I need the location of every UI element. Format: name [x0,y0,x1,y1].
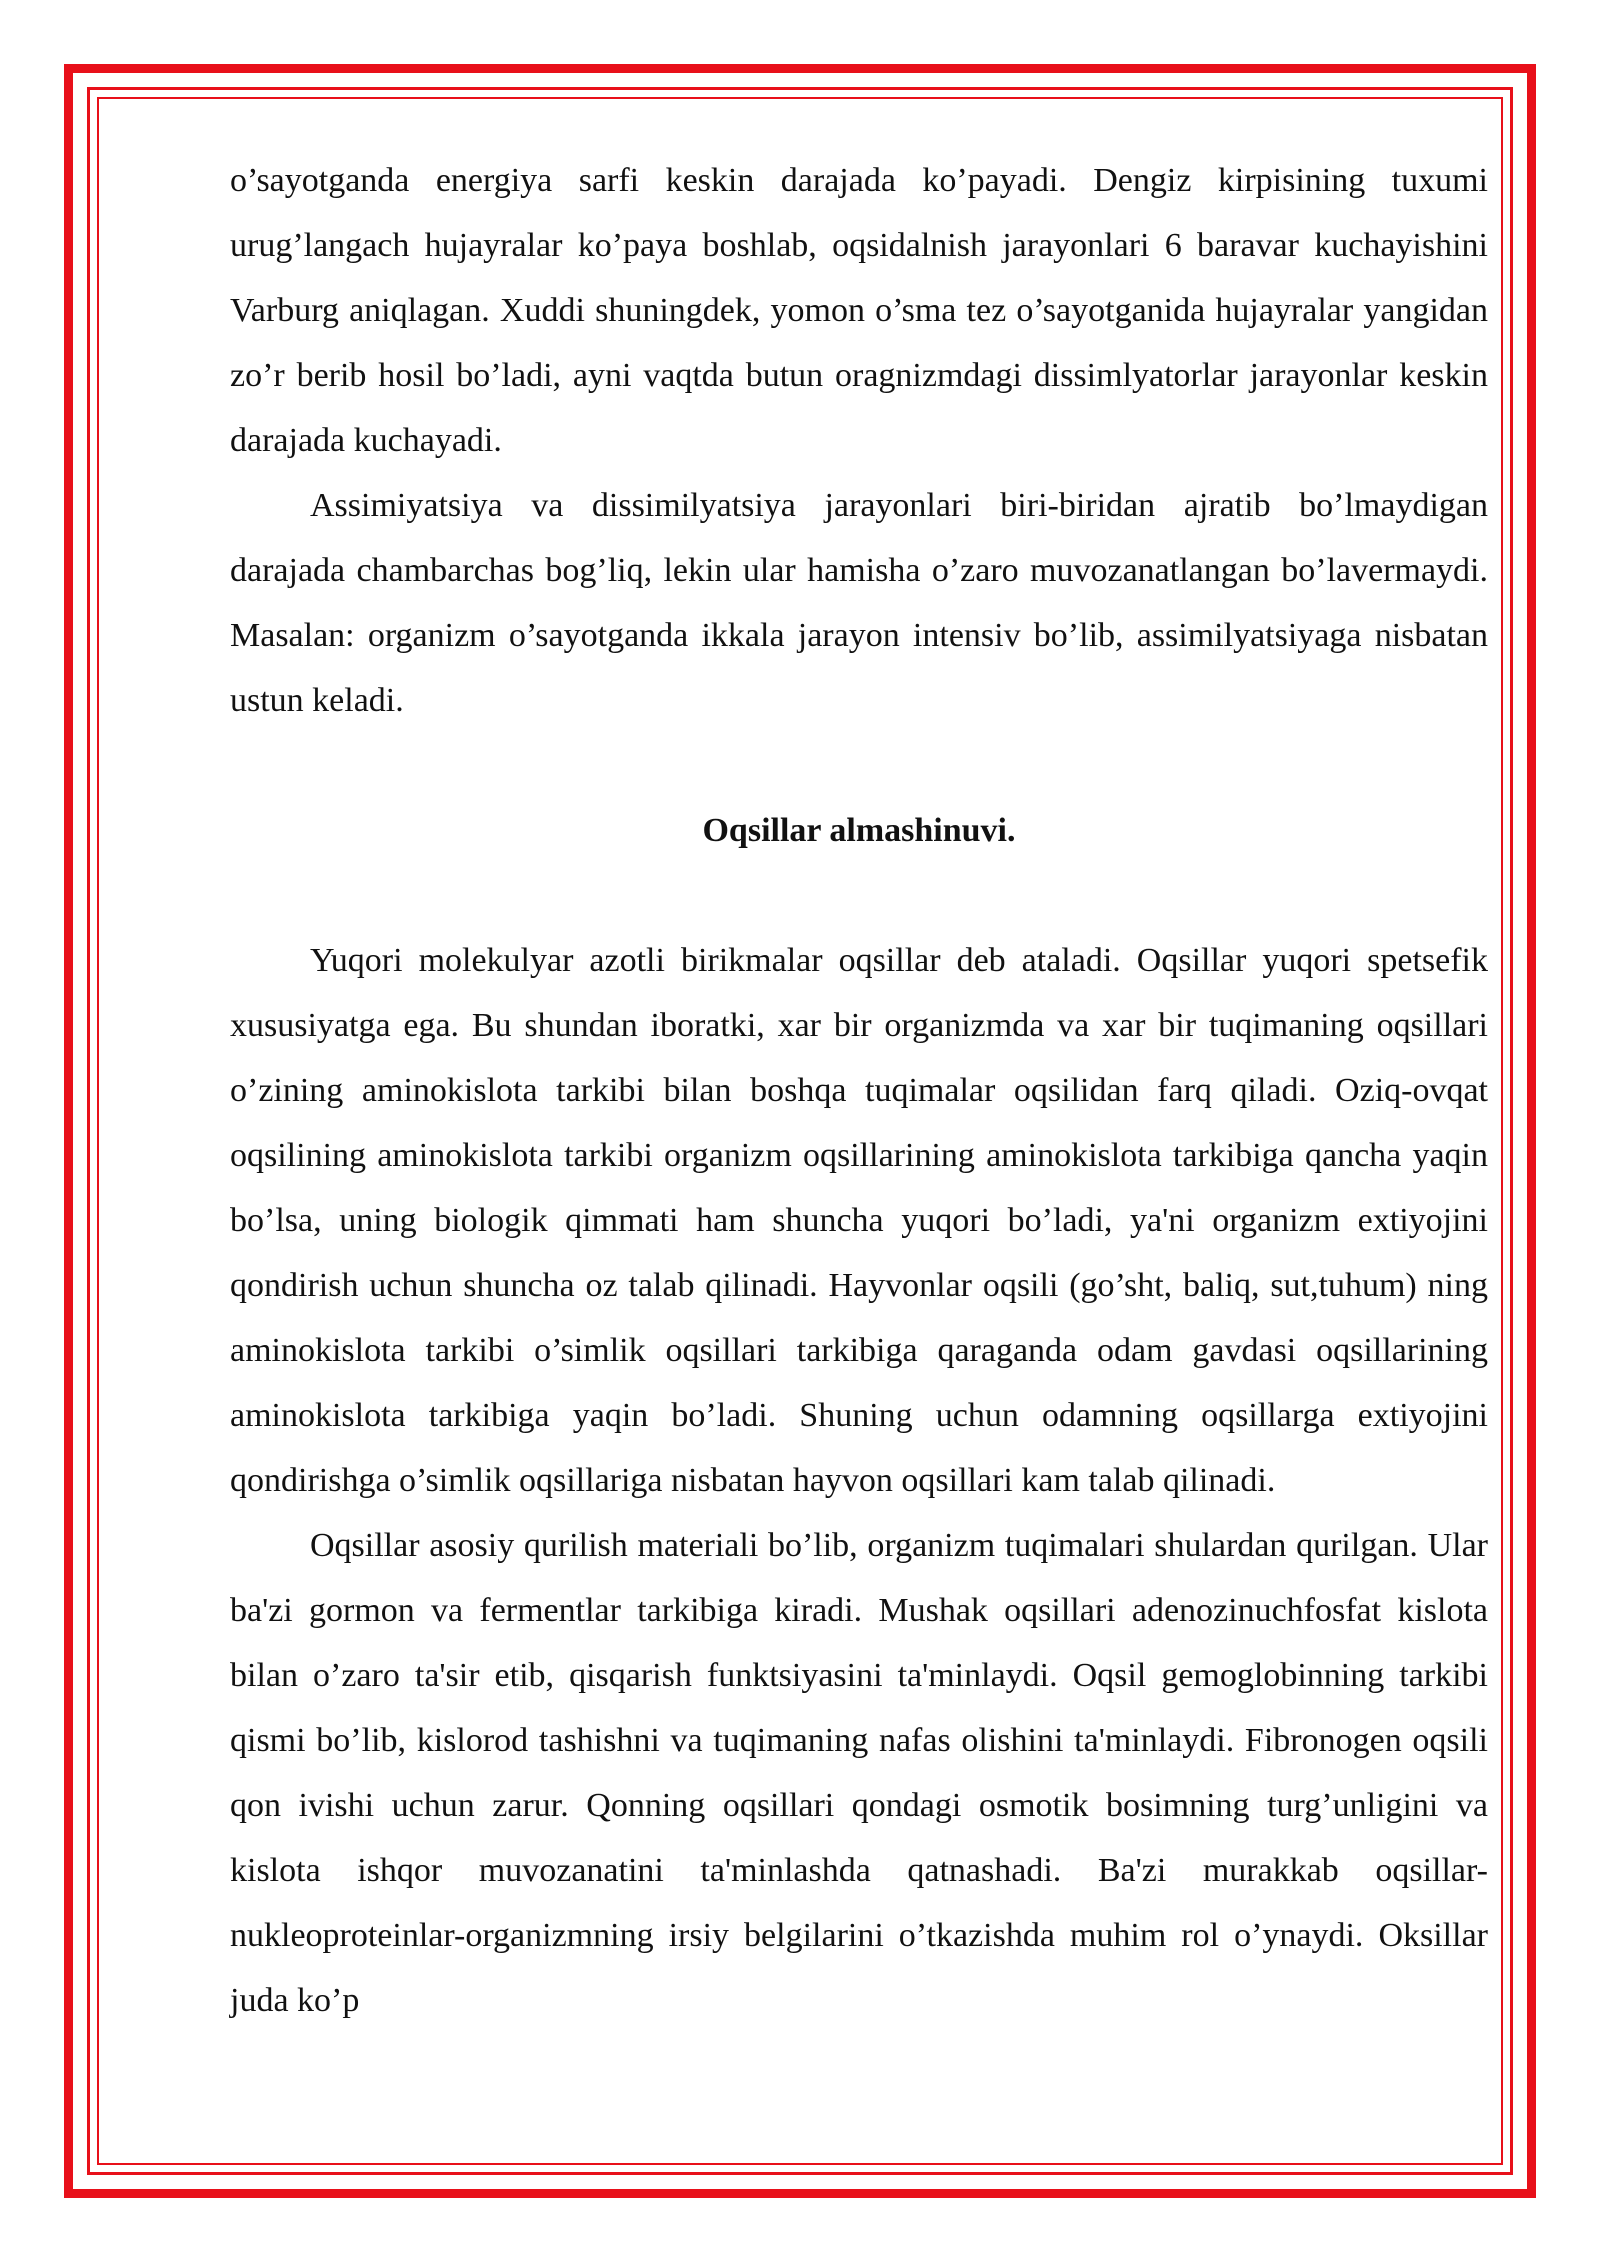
section-heading: Oqsillar almashinuvi. [702,812,1016,849]
document-body [230,148,1488,2033]
paragraph-protein-functions: Oqsillar asosiy qurilish materiali bo’lib, organizm tuqimalari shulardan qurilgan. Ular ba'zi gormon va fermentlar tarkibiga kiradi. Mushak oqsillari adenozinuchfosfat kislota bilan o’zaro ta'sir etib, qisqarish funktsiyasini ta'minlaydi. Oqsil gemoglobinning tarkibi qismi bo’lib, kislorod tashishni va tuqimaning nafas olishini ta'minlaydi. Fibronogen oqsili qon ivishi uchun zarur. Qonning oqsillari qondagi osmotik bosimning turg’unligini va kislota ishqor muvozanatini ta'minlashda qatnashadi. Ba'zi murakkab oqsillar-nukleoproteinlar-organizmning irsiy belgilarini o’tkazishda muhim rol o’ynaydi. Oksillar juda ko’p [230,1527,1488,2019]
paragraph-continuation: o’sayotganda energiya sarfi keskin darajada ko’payadi. Dengiz kirpisining tuxumi urug’langach hujayralar ko’paya boshlab, oqsidalnish jarayonlari 6 baravar kuchayishini Varburg aniqlagan. Xuddi shuningdek, yomon o’sma tez o’sayotganida hujayralar yangidan zo’r berib hosil bo’ladi, ayni vaqtda butun oragnizmdagi dissimlyatorlar jarayonlar keskin darajada kuchayadi. [230,162,1488,459]
paragraph-assimilation: Assimiyatsiya va dissimilyatsiya jarayonlari biri-biridan ajratib bo’lmaydigan darajada chambarchas bog’liq, lekin ular hamisha o’zaro muvozanatlangan bo’lavermaydi. Masalan: organizm o’sayotganda ikkala jarayon intensiv bo’lib, assimilyatsiyaga nisbatan ustun keladi. [230,487,1488,719]
paragraph-protein-intro: Yuqori molekulyar azotli birikmalar oqsillar deb ataladi. Oqsillar yuqori spetsefik xususiyatga ega. Bu shundan iboratki, xar bir organizmda va xar bir tuqimaning oqsillari o’zining aminokislota tarkibi bilan boshqa tuqimalar oqsilidan farq qiladi. Oziq-ovqat oqsilining aminokislota tarkibi organizm oqsillarining aminokislota tarkibiga qancha yaqin bo’lsa, uning biologik qimmati ham shuncha yuqori bo’ladi, ya'ni organizm extiyojini qondirish uchun shuncha oz talab qilinadi. Hayvonlar oqsili (go’sht, baliq, sut,tuhum) ning aminokislota tarkibi o’simlik oqsillari tarkibiga qaraganda odam gavdasi oqsillarining aminokislota tarkibiga yaqin bo’ladi. Shuning uchun odamning oqsillarga extiyojini qondirishga o’simlik oqsillariga nisbatan hayvon oqsillari kam talab qilinadi. [230,942,1488,1499]
